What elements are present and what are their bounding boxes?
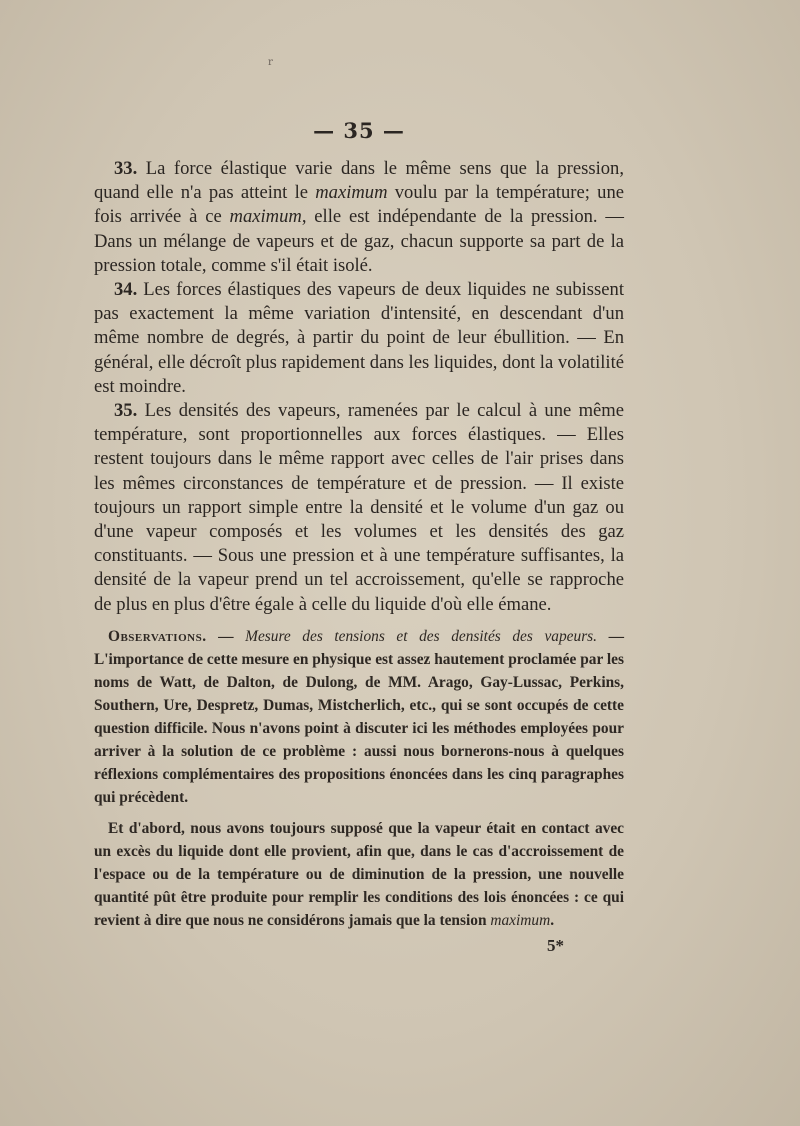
italic-term: maximum	[229, 206, 302, 228]
paragraph-35	[94, 399, 624, 617]
italic-term: maximum	[490, 911, 551, 929]
paragraph-text: Les forces élastiques des vapeurs de deux liquides ne subissent pas exactement la même variation d'intensité, en descendant d'un même nombre de degrés, à partir du point de leur ébullition. — En général, elle décroît plus rapidement dans les liquides, dont la volatilité est moindre.	[94, 279, 624, 397]
paragraph-text: La force élastique varie dans le même sens que la pression, quand elle n'a pas atteint le	[94, 158, 624, 204]
observations-text: Et d'abord, nous avons toujours supposé que la vapeur était en contact avec un excès du liquide dont elle provient, afin que, dans le cas d'accroissement de l'espace ou de la température ou de diminution de la pression, une nouvelle quantité pût être produite pour remplir les conditions des lois énoncées : ce qui revient à dire que nous ne considérons jamais que la tension	[94, 819, 624, 929]
period: .	[550, 911, 555, 929]
paragraph-number: 34.	[114, 279, 138, 301]
observations-paragraph-2	[94, 817, 624, 932]
observations-label: Observations.	[108, 627, 207, 645]
paragraph-text: Les densités des vapeurs, ramenées par le calcul à une même température, sont proportionnelles aux forces élastiques. — Elles restent toujours dans le même rapport avec celles de l'air prises dans les mêmes circonstances de température et de pression. — Il existe toujours un rapport simple entre la densité et le volume d'un gaz ou d'une vapeur composés et les volumes et les densités des gaz constituants. — Sous une pression et à une température suffisantes, la densité de la vapeur prend un tel accroissement, qu'elle se rapproche de plus en plus d'être égale à celle du liquide d'où elle émane.	[94, 400, 624, 615]
paragraph-text: voulu par la température; une fois arrivée à ce	[94, 182, 624, 228]
paragraph-34	[94, 278, 624, 399]
paragraph-number: 35.	[114, 400, 138, 422]
observations-title: Mesure des tensions et des densités des vapeurs.	[245, 627, 598, 645]
italic-term: maximum	[315, 182, 388, 204]
stray-mark: r	[268, 57, 273, 68]
paragraph-33	[94, 157, 624, 278]
page-number: — 35 —	[313, 118, 405, 143]
page-content	[94, 118, 624, 956]
paragraph-text: , elle est indépendante de la pression. — Dans un mélange de vapeurs et de gaz, chacun supporte sa part de la pression totale, comme s'il était isolé.	[94, 206, 624, 276]
paragraph-number: 33.	[114, 158, 138, 179]
observations-paragraph	[94, 625, 624, 809]
observations-text: — L'importance de cette mesure en physique est assez hautement proclamée par les noms de Watt, de Dalton, de Dulong, de MM. Arago, Gay-Lussac, Perkins, Southern, Ure, Despretz, Dumas, Mistcherlich, etc., qui se sont occupés de cette question difficile. Nous n'avons point à discuter ici les méthodes employées pour arriver à la solution de ce problème : aussi nous bornerons-nous à quelques réflexions complémentaires des propositions énoncées dans les cinq paragraphes qui précèdent.	[94, 627, 625, 806]
dash: —	[206, 627, 246, 645]
signature-mark: 5*	[547, 935, 564, 955]
